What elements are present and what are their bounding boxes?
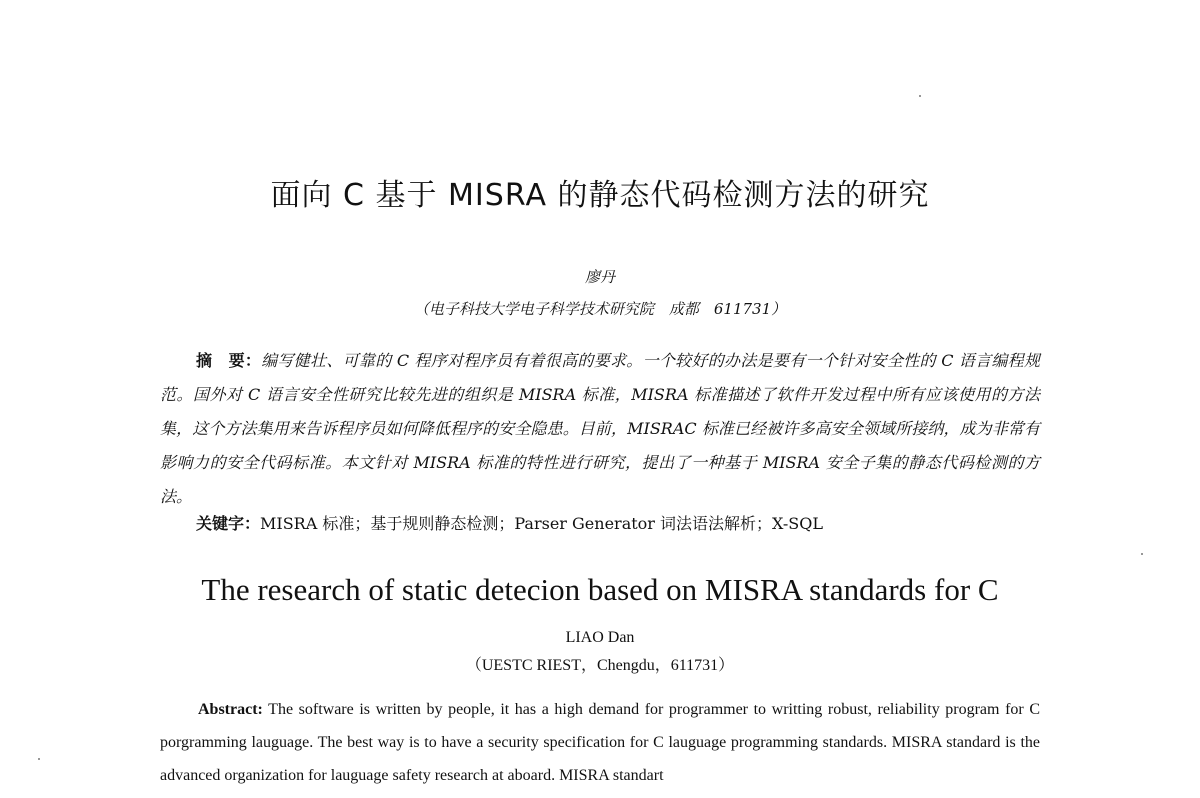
chinese-abstract [160,344,1040,514]
chinese-author: 廖丹 [584,268,615,286]
english-author: LIAO Dan [565,629,635,646]
chinese-title: 面向 C 基于 MISRA 的静态代码检测方法的研究 [270,178,930,213]
chinese-keywords-label: 关键字： [196,514,261,533]
chinese-abstract-text: 编写健壮、可靠的 C 程序对程序员有着很高的要求。一个较好的办法是要有一个针对安全性的 C 语言编程规范。国外对 C 语言安全性研究比较先进的组织是 MISRA 标准，MISRA 标准描述了软件开发过程中所有应该使用的方法集，这个方法集用来告诉程序员如何降低程序的安全隐患。目前，MISRAC 标准已经被许多高安全领域所接纳，成为非常有影响力的安全代码标准。本文针对 MISRA 标准的特性进行研究，提出了一种基于 MISRA 安全子集的静态代码检测的方法。 [160,351,1040,506]
english-affiliation: （UESTC RIEST，Chengdu，611731） [465,657,735,674]
chinese-affiliation: （电子科技大学电子科学技术研究院 成都 611731） [413,300,787,318]
english-abstract-label: Abstract: [198,701,263,718]
chinese-abstract-label: 摘 要： [196,351,262,370]
scan-speck [1141,553,1143,555]
scan-speck [38,758,40,760]
chinese-keywords [196,512,1040,536]
english-abstract [160,693,1040,792]
chinese-keywords-text: MISRA 标准；基于规则静态检测；Parser Generator 词法语法解析；X-SQL [260,514,823,533]
english-title: The research of static detecion based on MISRA standards for C [201,572,999,607]
scan-speck [919,95,921,97]
english-abstract-text: The software is written by people, it has a high demand for programmer to writting robust, reliability program for C porgramming lauguage. The best way is to have a security specification for C lauguage programming standards. MISRA standard is the advanced organization for lauguage safety research at aboard. MISRA standart [160,701,1040,784]
